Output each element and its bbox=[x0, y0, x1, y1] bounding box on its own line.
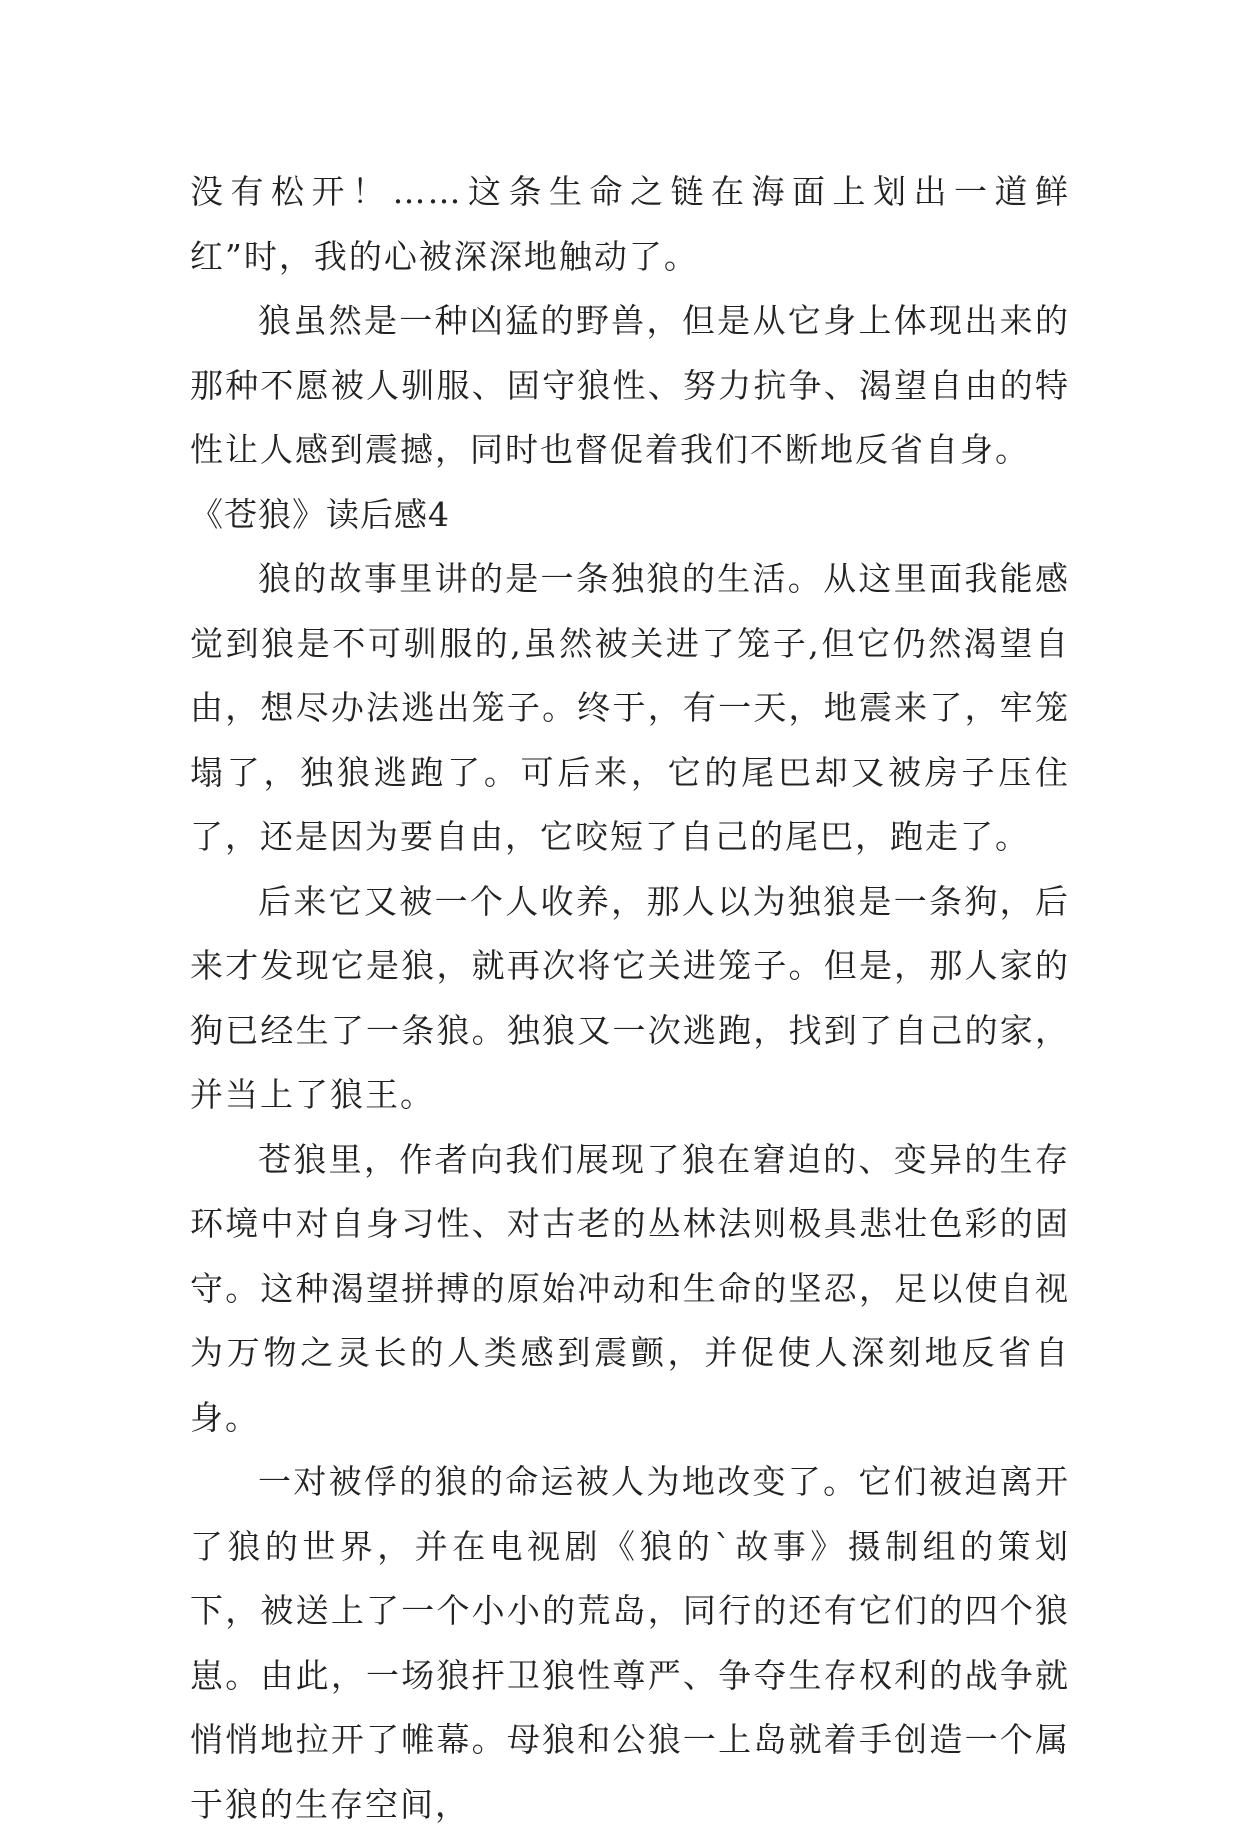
paragraph-continuation: 没有松开！……这条生命之链在海面上划出一道鲜红”时，我的心被深深地触动了。 bbox=[190, 172, 1070, 276]
section-heading: 《苍狼》读后感4 bbox=[190, 494, 450, 534]
paragraph-lone-wolf-story: 狼的故事里讲的是一条独狼的生活。从这里面我能感觉到狼是不可驯服的,虽然被关进了笼子,但它仍然渴望自由，想尽办法逃出笼子。终于，有一天，地震来了，牢笼塌了，独狼逃跑了。可后来，它的尾巴却又被房子压住了，还是因为要自由，它咬短了自己的尾巴，跑走了。 bbox=[190, 559, 1070, 856]
document-body bbox=[190, 160, 1070, 1837]
paragraph-adopted-wolf: 后来它又被一个人收养，那人以为独狼是一条狗，后来才发现它是狼，就再次将它关进笼子。但是，那人家的狗已经生了一条狼。独狼又一次逃跑，找到了自己的家，并当上了狼王。 bbox=[190, 881, 1070, 1114]
paragraph-captured-wolves: 一对被俘的狼的命运被人为地改变了。它们被迫离开了狼的世界，并在电视剧《狼的`故事》摄制组的策划下，被送上了一个小小的荒岛，同行的还有它们的四个狼崽。由此，一场狼扞卫狼性尊严、争夺生存权利的战争就悄悄地拉开了帷幕。母狼和公狼一上岛就着手创造一个属于狼的生存空间， bbox=[190, 1462, 1070, 1824]
paragraph-wolf-nature: 狼虽然是一种凶猛的野兽，但是从它身上体现出来的那种不愿被人驯服、固守狼性、努力抗争、渴望自由的特性让人感到震撼，同时也督促着我们不断地反省自身。 bbox=[190, 301, 1070, 469]
paragraph-author-portrayal: 苍狼里，作者向我们展现了狼在窘迫的、变异的生存环境中对自身习性、对古老的丛林法则极具悲壮色彩的固守。这种渴望拼搏的原始冲动和生命的坚忍，足以使自视为万物之灵长的人类感到震颤，并促使人深刻地反省自身。 bbox=[190, 1139, 1070, 1437]
